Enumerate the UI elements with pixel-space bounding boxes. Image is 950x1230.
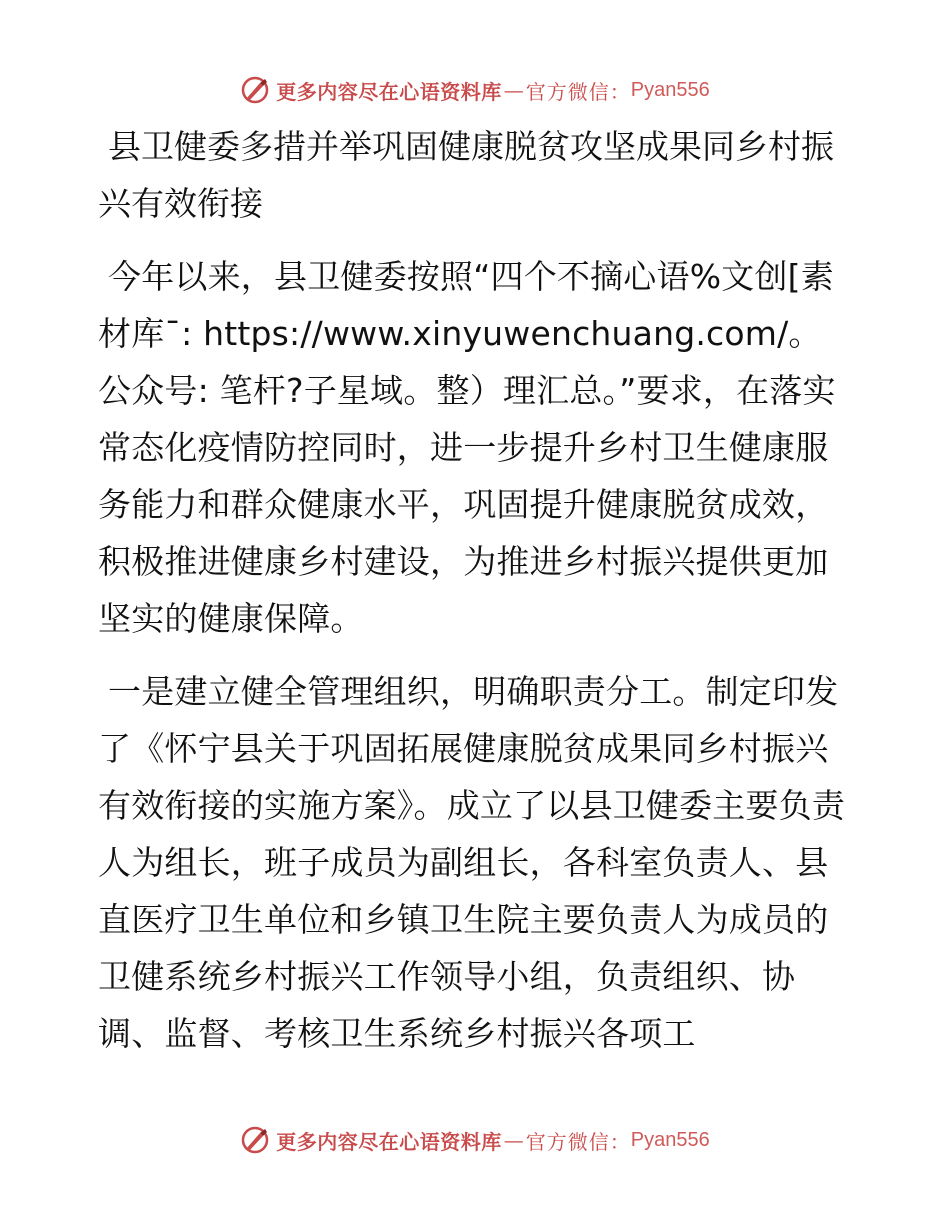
paragraph-point-one: 一是建立健全管理组织，明确职责分工。制定印发了《怀宁县关于巩固拓展健康脱贫成果同乡村振兴有效衔接的实施方案》。成立了以县卫健委主要负责人为组长，班子成员为副组长，各科室负责人、县直医疗卫生单位和乡镇卫生院主要负责人为成员的卫健系统乡村振兴工作领导小组，负责组织、协调、监督、考核卫生系统乡村振兴各项工 [98,672,846,1053]
watermark-main-text: 更多内容尽在心语资料库 [276,1129,502,1154]
watermark-dash: — [503,78,524,102]
watermark-footer [0,1120,950,1160]
watermark-dash: — [503,1128,524,1152]
pen-logo-icon [240,1125,270,1155]
document-body [98,118,853,1078]
watermark-wechat-id: Pyan556 [630,78,710,101]
pen-logo-icon [240,75,270,105]
document-title: 县卫健委多措并举巩固健康脱贫攻坚成果同乡村振兴有效衔接 [98,127,834,223]
paragraph-intro: 今年以来，县卫健委按照“四个不摘心语%文创[素材库¯: https://www.xinyuwenchuang.com/。公众号: 笔杆?子星域。整）理汇总。”要求，在落实常态化疫情防控同时，进一步提升乡村卫生健康服务能力和群众健康水平，巩固提升健康脱贫成效，积极推进健康乡村建设，为推进乡村振兴提供更加坚实的健康保障。 [98,257,836,638]
watermark-wechat-id: Pyan556 [630,1128,710,1151]
watermark-wechat-label: 官方微信： [525,79,631,104]
watermark-wechat-label: 官方微信： [525,1129,631,1154]
watermark-header [0,70,950,110]
watermark-main-text: 更多内容尽在心语资料库 [276,79,502,104]
